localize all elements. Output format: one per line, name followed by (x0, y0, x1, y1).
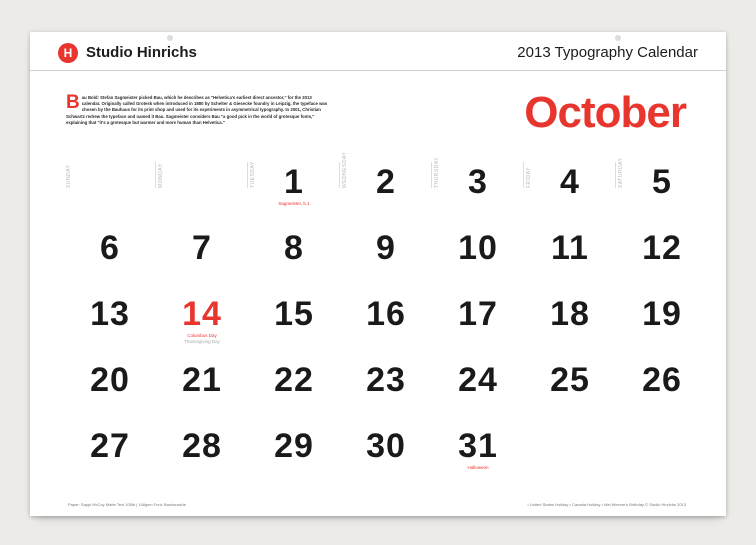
calendar-grid (64, 151, 708, 492)
day-cell (248, 162, 340, 228)
day-number: 26 (642, 361, 682, 399)
day-number: 30 (366, 427, 406, 465)
brand-name: Studio Hinrichs (86, 44, 197, 61)
day-cell (616, 360, 708, 426)
day-cell (156, 360, 248, 426)
day-number: 31 (458, 427, 498, 465)
day-cell (340, 294, 432, 360)
day-cell (524, 162, 616, 228)
intro-dropcap: B (66, 92, 80, 113)
day-number: 16 (366, 295, 406, 333)
day-number: 4 (560, 163, 580, 201)
weekday-label: MONDAY (158, 163, 164, 188)
day-number: 10 (458, 229, 498, 267)
day-number: 20 (90, 361, 130, 399)
weekday-label: THURSDAY (434, 156, 440, 188)
day-number: 12 (642, 229, 682, 267)
day-number: 3 (468, 163, 488, 201)
weekday-divider (155, 162, 156, 188)
day-cell (340, 151, 432, 228)
weekday-label: WEDNESDAY (342, 151, 348, 188)
day-cell (616, 294, 708, 360)
day-cell (156, 228, 248, 294)
day-number: 25 (550, 361, 590, 399)
day-number: 24 (458, 361, 498, 399)
day-cell (524, 294, 616, 360)
day-cell (432, 156, 524, 228)
day-cell (340, 426, 432, 492)
weekday-label: TUESDAY (250, 161, 256, 188)
day-cell (64, 294, 156, 360)
day-number: 18 (550, 295, 590, 333)
day-cell (64, 228, 156, 294)
day-cell (432, 228, 524, 294)
day-number: 27 (90, 427, 130, 465)
day-number: 2 (376, 163, 396, 201)
day-number: 11 (551, 229, 589, 267)
day-number: 8 (284, 229, 304, 267)
day-number: 7 (192, 229, 212, 267)
day-number: 21 (182, 361, 222, 399)
day-number: 17 (458, 295, 498, 333)
day-number: 1 (284, 163, 304, 201)
day-number: 28 (182, 427, 222, 465)
day-note-secondary: Thanksgiving Day (184, 339, 220, 344)
day-cell (432, 426, 524, 492)
day-cell (248, 294, 340, 360)
day-cell (64, 360, 156, 426)
calendar-header (30, 32, 726, 71)
calendar-title: 2013 Typography Calendar (517, 44, 698, 61)
day-number: 29 (274, 427, 314, 465)
day-cell (248, 228, 340, 294)
day-number: 15 (274, 295, 314, 333)
day-cell (248, 426, 340, 492)
day-number: 6 (100, 229, 120, 267)
day-cell (156, 294, 248, 360)
day-number: 9 (376, 229, 396, 267)
day-cell (616, 157, 708, 228)
weekday-label: SATURDAY (618, 157, 624, 188)
day-number: 13 (90, 295, 130, 333)
day-cell (524, 360, 616, 426)
day-cell (340, 360, 432, 426)
calendar-sheet (30, 32, 726, 516)
day-cell (432, 360, 524, 426)
studio-logo-icon: H (58, 43, 78, 63)
month-title: October (524, 88, 686, 137)
day-number: 23 (366, 361, 406, 399)
intro-text: au Bold: Stefan Sagmeister picked Bau, which he describes as "Helvetica's earliest direct ancestor," for the 2013 calendar. Originally called Grotesk when introduced in 1880 by Schelter & Giesecke foundry in Leipzig, the typeface was chosen by the Bauhaus for its print shop and used for its experiments in asymmetrical typography. In 2001, Christian Schwartz redrew the typeface and named it Bau. Sagmeister considers Bau "a good pick in the world of grotesque fonts," explaining that "it's a grotesque but warmer and more human than Helvetica." (66, 95, 328, 125)
day-note: Sagmeister, b.1 (278, 201, 310, 206)
day-cell (432, 294, 524, 360)
day-cell (524, 228, 616, 294)
day-cell (340, 228, 432, 294)
day-number: 14 (182, 295, 222, 333)
day-number: 5 (652, 163, 672, 201)
footer-paper-note: Paper: Sappi McCoy Matte Text 100lb | 148gsm Font: Bauhaustvle (68, 502, 186, 507)
day-cell (616, 228, 708, 294)
day-note: Halloween (467, 465, 489, 470)
weekday-label: SUNDAY (66, 164, 72, 188)
day-cell (156, 426, 248, 492)
day-number: 19 (642, 295, 682, 333)
day-number: 22 (274, 361, 314, 399)
day-cell (248, 360, 340, 426)
day-cell (64, 426, 156, 492)
day-note: Columbus Day (187, 333, 217, 338)
footer-legend: • United States Holiday • Canada Holiday • Mel Weimer's Birthday © Studio Hinrichs 2013 (527, 502, 686, 507)
intro-paragraph (66, 92, 328, 126)
weekday-label: FRIDAY (526, 167, 532, 188)
